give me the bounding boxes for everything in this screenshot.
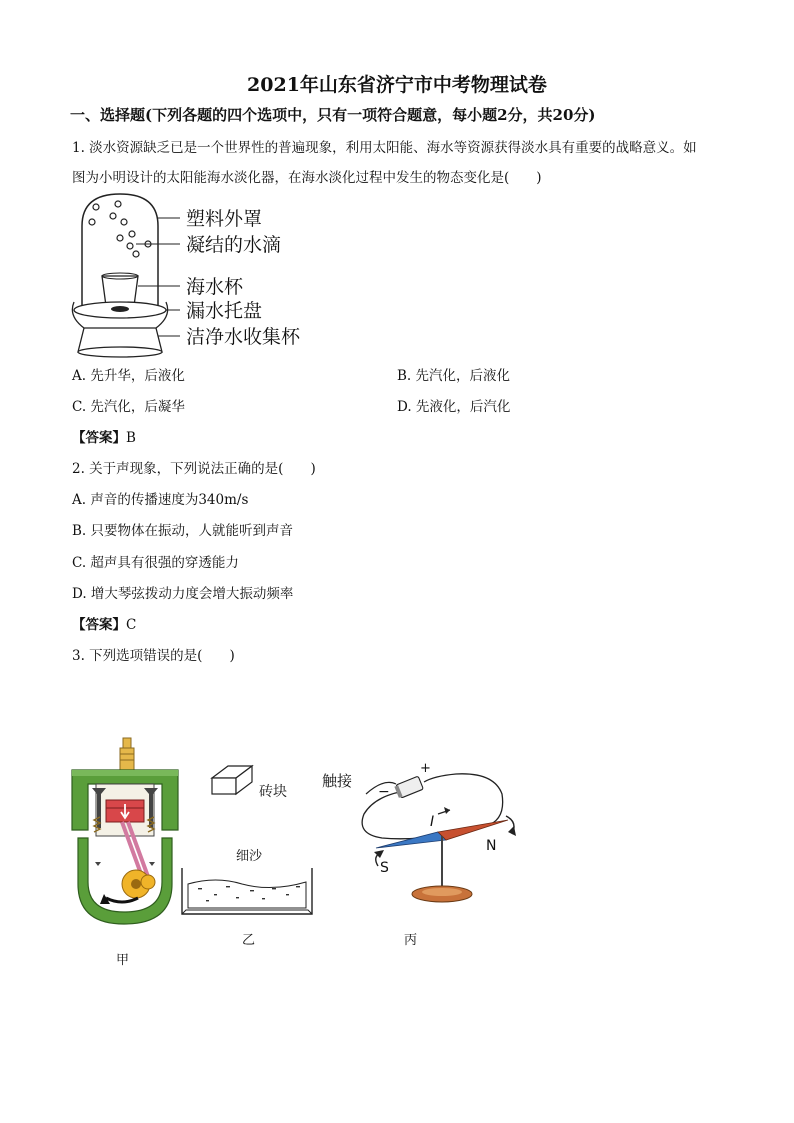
label-current: I <box>430 814 435 830</box>
answer-value: C <box>126 617 137 633</box>
q1-desalinator-figure <box>66 192 346 362</box>
q1-answer <box>72 426 136 446</box>
q1-option-a: A. 先升华，后液化 <box>72 368 185 384</box>
label-yi: 乙 <box>242 933 256 948</box>
label-touch: 触接 <box>322 772 353 790</box>
label-jia: 甲 <box>116 953 130 968</box>
q1-option-b: B. 先汽化，后液化 <box>397 368 511 384</box>
label-plastic-cover: 塑料外罩 <box>186 208 263 230</box>
q3-figures <box>66 734 536 974</box>
answer-value: B <box>126 430 136 446</box>
label-seawater-cup: 海水杯 <box>186 276 244 298</box>
water-drops-shape <box>89 201 151 257</box>
label-brick: 砖块 <box>259 784 287 800</box>
answer-tag: 【答案】 <box>72 617 126 633</box>
q2-option-d: D. 增大琴弦拨动力度会增大振动频率 <box>72 586 294 602</box>
answer-tag: 【答案】 <box>72 430 126 446</box>
engine-figure <box>72 738 178 924</box>
q1-stem-line2: 图为小明设计的太阳能海水淡化器，在海水淡化过程中发生的物态变化是( ) <box>72 170 542 186</box>
label-sand: 细沙 <box>236 849 263 864</box>
label-minus: − <box>378 784 390 800</box>
label-drip-tray: 漏水托盘 <box>186 300 263 322</box>
page-title: 2021年山东省济宁市中考物理试卷 <box>247 74 547 96</box>
label-bing: 丙 <box>404 933 418 948</box>
q2-answer <box>72 613 136 633</box>
q2-option-a: A. 声音的传播速度为340m/s <box>72 492 249 508</box>
q1-option-d: D. 先液化，后汽化 <box>397 399 511 415</box>
q2-stem: 2. 关于声现象，下列说法正确的是( ) <box>72 461 316 477</box>
brick-sand-figure <box>182 766 312 914</box>
label-condensed-drops: 凝结的水滴 <box>186 234 282 256</box>
label-north: N <box>486 838 497 854</box>
q3-stem: 3. 下列选项错误的是( ) <box>72 648 235 664</box>
q1-option-c: C. 先汽化，后凝华 <box>72 399 185 415</box>
section-heading: 一、选择题(下列各题的四个选项中，只有一项符合题意，每小题2分，共20分) <box>70 106 596 124</box>
q1-stem-line1: 1. 淡水资源缺乏已是一个世界性的普遍现象，利用太阳能、海水等资源获得淡水具有重要的战略意义。如 <box>72 140 697 156</box>
label-plus: + <box>420 761 431 776</box>
q2-option-b: B. 只要物体在振动，人就能听到声音 <box>72 523 294 539</box>
label-clean-water-cup: 洁净水收集杯 <box>186 326 301 348</box>
label-south: S <box>380 860 389 876</box>
q2-option-c: C. 超声具有很强的穿透能力 <box>72 555 239 571</box>
